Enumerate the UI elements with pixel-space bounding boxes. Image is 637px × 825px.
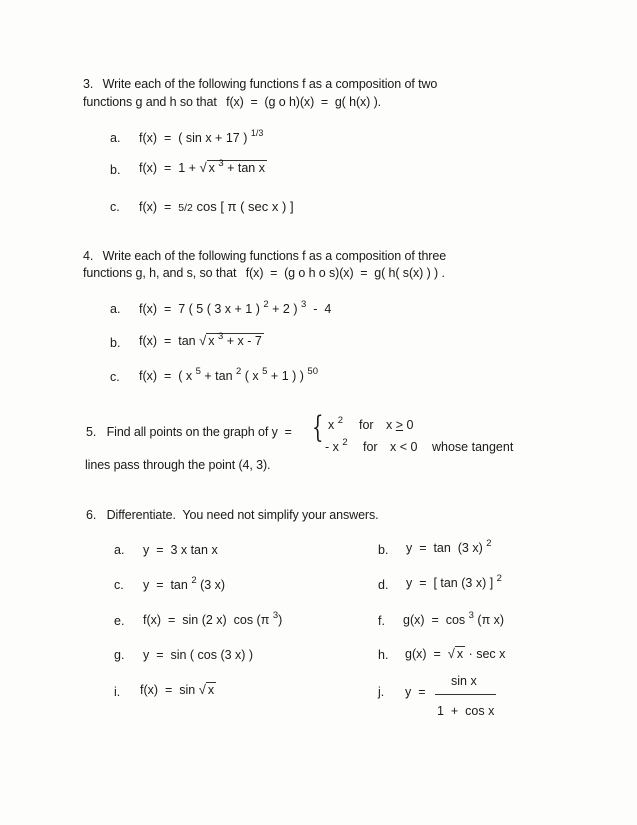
radical-icon: √ xyxy=(447,646,455,661)
piecewise-case-2-expr xyxy=(325,437,348,454)
exponent: 50 xyxy=(307,366,318,377)
radicand: x xyxy=(456,647,464,661)
exponent: 2 xyxy=(486,538,492,549)
equation-text: y = tan (3 x) xyxy=(406,541,483,555)
radicand-rest: + tan x xyxy=(223,161,265,175)
square-root xyxy=(199,160,267,177)
exponent: 5 xyxy=(262,366,268,377)
radicand-rest: + x - 7 xyxy=(223,334,262,348)
equation-text: f(x) = 1 + xyxy=(139,161,200,175)
radical-icon: √ xyxy=(199,333,207,348)
problem-6-item-j-lhs: y = xyxy=(405,685,426,699)
equation-text: cos [ π ( sec x ) ] xyxy=(192,199,294,214)
equation-text: + 1 ) ) xyxy=(267,369,304,383)
equation-text: + tan xyxy=(200,369,233,383)
item-label: f. xyxy=(378,614,385,628)
fraction-numerator: sin x xyxy=(451,674,477,688)
item-label: a. xyxy=(114,543,125,557)
piecewise-case-1-condition xyxy=(386,418,413,432)
radicand xyxy=(207,160,267,177)
problem-6-item-i-equation xyxy=(140,682,216,697)
exponent: 1/3 xyxy=(250,128,264,138)
radicand: x xyxy=(207,683,215,697)
equation-text: ) xyxy=(278,613,283,627)
exponent: 3 xyxy=(272,610,279,621)
equation-text: y = tan xyxy=(143,578,188,592)
equation-text: ( x xyxy=(241,369,259,383)
radical-icon: √ xyxy=(198,682,206,697)
exponent: 5 xyxy=(195,366,201,377)
item-label: h. xyxy=(378,648,389,662)
exponent: 2 xyxy=(342,437,348,448)
problem-5-line-2 xyxy=(85,458,270,472)
equation-text: (π x) xyxy=(473,613,505,627)
problem-text: Write each of the following functions f as a composition of two xyxy=(102,77,438,91)
equation xyxy=(139,128,264,145)
problem-number: 3. xyxy=(83,77,94,91)
problem-5-line-1 xyxy=(86,425,292,439)
equation-text: f(x) = ( x xyxy=(139,369,193,383)
equation-text: · sec x xyxy=(465,647,506,661)
exponent: 3 xyxy=(468,610,474,621)
condition-text: 0 xyxy=(403,418,414,432)
problem-3-line-1 xyxy=(83,77,437,91)
equation-text: - 4 xyxy=(306,302,332,316)
problem-6-item-f-equation xyxy=(403,610,505,627)
exponent: 2 xyxy=(236,366,242,377)
equation-text: (3 x) xyxy=(196,578,226,592)
equation xyxy=(139,333,264,350)
equation-text: f(x) = ( sin x + 17 ) xyxy=(139,131,248,145)
problem-6-item-d-equation xyxy=(406,573,502,590)
radicand-base: x xyxy=(208,161,215,175)
problem-3-line-2 xyxy=(83,95,381,109)
item-label: g. xyxy=(114,648,125,662)
item-label: e. xyxy=(114,614,125,628)
square-root xyxy=(199,682,216,697)
composition-equation: f(x) = (g o h)(x) = g( h(x) ). xyxy=(226,95,382,109)
coefficient: 5/2 xyxy=(178,202,193,214)
equation-text: y = [ tan (3 x) ] xyxy=(406,576,494,590)
exponent: 2 xyxy=(263,299,269,310)
square-root xyxy=(448,646,465,661)
piecewise-case-1-expr xyxy=(328,415,344,432)
radicand-base: x xyxy=(208,334,215,348)
equation-text: f(x) = sin (2 x) cos (π xyxy=(143,613,270,627)
problem-number: 4. xyxy=(83,249,94,263)
equation-text: f(x) = xyxy=(139,200,172,214)
exponent: 3 xyxy=(300,299,307,310)
item-label: c. xyxy=(110,370,120,384)
item-label: j. xyxy=(378,685,385,699)
problem-text: Differentiate. You need not simplify your answers. xyxy=(106,508,379,522)
item-label: a. xyxy=(110,131,121,145)
piecewise-case-2-for: for xyxy=(363,440,378,454)
piecewise-case-1-for: for xyxy=(359,418,374,432)
problem-text: whose tangent xyxy=(432,440,514,454)
exponent: 2 xyxy=(337,415,344,426)
item-label: b. xyxy=(110,336,121,350)
exponent: 2 xyxy=(496,573,502,584)
problem-number: 6. xyxy=(86,508,97,522)
equation-text: g(x) = xyxy=(405,647,448,661)
exponent: 3 xyxy=(217,331,224,342)
square-root xyxy=(199,333,264,350)
exponent: 2 xyxy=(191,575,197,586)
problem-6-intro xyxy=(86,508,379,522)
problem-6-item-e-equation xyxy=(143,610,283,627)
equation xyxy=(139,199,294,214)
item-label: i. xyxy=(114,685,121,699)
condition-text: x xyxy=(386,418,396,432)
fraction-bar xyxy=(435,694,496,695)
equation xyxy=(139,160,267,177)
greater-equal-symbol: > xyxy=(395,418,404,432)
case-expression: - x xyxy=(325,440,339,454)
equation-text: g(x) = cos xyxy=(403,613,466,627)
equation-text: f(x) = sin xyxy=(140,683,199,697)
equation-text: f(x) = tan xyxy=(139,334,200,348)
problem-6-item-g-equation: y = sin ( cos (3 x) ) xyxy=(143,648,254,662)
problem-6-item-c-equation xyxy=(143,575,226,592)
item-label: d. xyxy=(378,578,389,592)
equation xyxy=(139,366,318,383)
problem-text: functions g and h so that xyxy=(83,95,217,109)
problem-6-item-b-equation xyxy=(406,538,492,555)
composition-equation: f(x) = (g o h o s)(x) = g( h( s(x) ) ) . xyxy=(245,266,445,280)
item-label: a. xyxy=(110,302,121,316)
problem-text: functions g, h, and s, so that xyxy=(83,266,237,280)
piecewise-case-2-condition: x < 0 xyxy=(390,440,418,454)
problem-text: Write each of the following functions f as a composition of three xyxy=(102,249,447,263)
radicand xyxy=(206,333,264,350)
equation-text: + 2 ) xyxy=(268,302,298,316)
problem-4-line-1 xyxy=(83,249,446,263)
left-brace-icon: { xyxy=(312,410,324,445)
fraction-denominator: 1 + cos x xyxy=(437,704,495,718)
case-expression: x xyxy=(328,418,335,432)
problem-6-item-h-equation xyxy=(405,646,505,661)
item-label: b. xyxy=(378,543,389,557)
problem-4-line-2 xyxy=(83,266,445,280)
item-label: b. xyxy=(110,163,121,177)
radical-icon: √ xyxy=(199,160,207,175)
problem-6-item-a-equation: y = 3 x tan x xyxy=(143,543,218,557)
equation xyxy=(139,299,332,316)
equation-text: f(x) = 7 ( 5 ( 3 x + 1 ) xyxy=(139,302,260,316)
item-label: c. xyxy=(110,200,120,214)
problem-number: 5. xyxy=(86,425,97,439)
item-label: c. xyxy=(114,578,124,592)
exponent: 3 xyxy=(218,158,224,169)
problem-text: lines pass through the point (4, 3). xyxy=(85,458,271,472)
problem-text: Find all points on the graph of y = xyxy=(106,425,292,439)
